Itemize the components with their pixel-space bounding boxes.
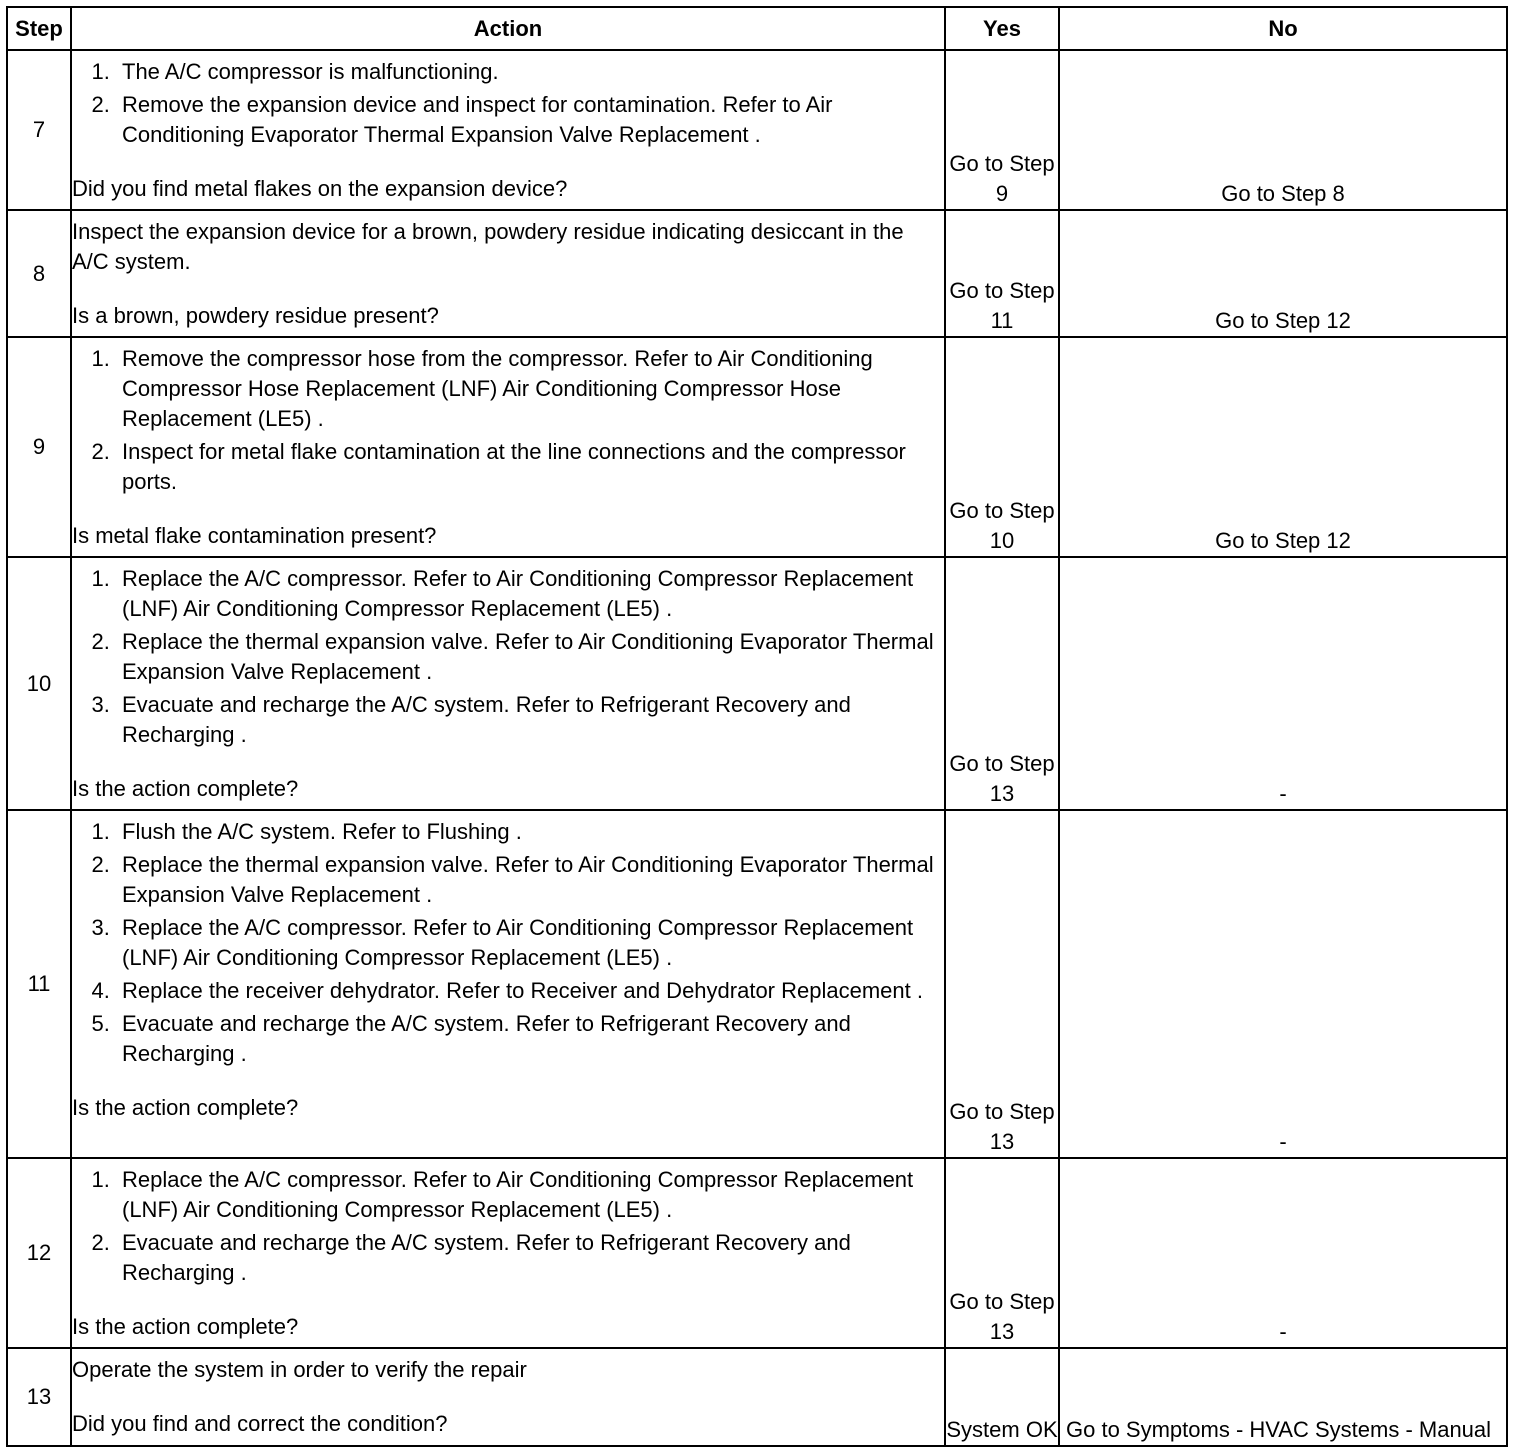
table-row [7, 50, 1507, 210]
no-cell [1059, 1158, 1507, 1348]
yes-cell [945, 1158, 1059, 1348]
question-text: Is the action complete? [72, 1095, 299, 1120]
step-number: 12 [7, 1158, 71, 1348]
diagnostic-table [6, 6, 1508, 1447]
action-cell [71, 210, 945, 337]
action-cell [71, 50, 945, 210]
list-item: 1. Remove the compressor hose from the compressor. Refer to Air Conditioning Compressor Hose Replacement (LNF) Air Conditioning Compressor Hose Replacement (LE5) . [116, 344, 944, 434]
action-list [72, 344, 944, 497]
header-step: Step [7, 7, 71, 50]
no-link[interactable]: Go to Step 12 [1215, 308, 1351, 333]
no-link[interactable]: Go to Symptoms - HVAC Systems - Manual [1066, 1417, 1492, 1442]
action-cell [71, 557, 945, 810]
no-cell [1059, 557, 1507, 810]
action-cell [71, 810, 945, 1158]
header-action: Action [71, 7, 945, 50]
action-cell [71, 1158, 945, 1348]
action-list [72, 1165, 944, 1288]
list-item: 5. Evacuate and recharge the A/C system. Refer to Refrigerant Recovery and Recharging . [116, 1009, 944, 1069]
question-text: Is the action complete? [72, 1314, 299, 1339]
action-list [72, 564, 944, 750]
no-cell [1059, 50, 1507, 210]
table-row [7, 1348, 1507, 1446]
yes-link[interactable]: Go to Step 11 [949, 278, 1055, 333]
step-number: 11 [7, 810, 71, 1158]
step-number: 8 [7, 210, 71, 337]
list-item: 4. Replace the receiver dehydrator. Refer to Receiver and Dehydrator Replacement . [116, 976, 944, 1006]
yes-link[interactable]: Go to Step 13 [949, 1099, 1055, 1154]
yes-cell [945, 810, 1059, 1158]
list-item: 2. Evacuate and recharge the A/C system. Refer to Refrigerant Recovery and Recharging . [116, 1228, 944, 1288]
no-cell [1059, 337, 1507, 557]
list-item: 1. The A/C compressor is malfunctioning. [116, 57, 944, 87]
list-item: 3. Replace the A/C compressor. Refer to Air Conditioning Compressor Replacement (LNF) Air Conditioning Compressor Replacement (LE5) . [116, 913, 944, 973]
yes-value: System OK [946, 1417, 1058, 1442]
list-item: 3. Evacuate and recharge the A/C system. Refer to Refrigerant Recovery and Recharging . [116, 690, 944, 750]
no-cell [1059, 210, 1507, 337]
yes-cell [945, 1348, 1059, 1446]
table-row [7, 810, 1507, 1158]
no-cell [1059, 1348, 1507, 1446]
no-value: - [1279, 781, 1287, 806]
header-no: No [1059, 7, 1507, 50]
yes-cell [945, 210, 1059, 337]
action-cell [71, 337, 945, 557]
yes-link[interactable]: Go to Step 9 [949, 151, 1055, 206]
action-cell [71, 1348, 945, 1446]
no-cell [1059, 810, 1507, 1158]
no-link[interactable]: Go to Step 12 [1215, 528, 1351, 553]
list-item: 2. Inspect for metal flake contamination at the line connections and the compressor ports. [116, 437, 944, 497]
no-link[interactable]: Go to Step 8 [1221, 181, 1345, 206]
step-number: 10 [7, 557, 71, 810]
action-text: Operate the system in order to verify the repair [72, 1357, 527, 1382]
header-row [7, 7, 1507, 50]
action-list [72, 57, 944, 150]
step-number: 7 [7, 50, 71, 210]
question-text: Is the action complete? [72, 776, 299, 801]
yes-cell [945, 557, 1059, 810]
question-text: Is a brown, powdery residue present? [72, 303, 439, 328]
header-yes: Yes [945, 7, 1059, 50]
action-text: Inspect the expansion device for a brown, powdery residue indicating desiccant in the A/C system. [72, 219, 904, 274]
list-item: 1. Flush the A/C system. Refer to Flushing . [116, 817, 944, 847]
yes-cell [945, 50, 1059, 210]
list-item: 1. Replace the A/C compressor. Refer to Air Conditioning Compressor Replacement (LNF) Air Conditioning Compressor Replacement (LE5) . [116, 564, 944, 624]
no-value: - [1279, 1319, 1287, 1344]
step-number: 9 [7, 337, 71, 557]
question-text: Did you find metal flakes on the expansion device? [72, 176, 568, 201]
list-item: 1. Replace the A/C compressor. Refer to Air Conditioning Compressor Replacement (LNF) Air Conditioning Compressor Replacement (LE5) . [116, 1165, 944, 1225]
no-value: - [1279, 1129, 1287, 1154]
yes-cell [945, 337, 1059, 557]
list-item: 2. Replace the thermal expansion valve. Refer to Air Conditioning Evaporator Thermal Expansion Valve Replacement . [116, 627, 944, 687]
action-list [72, 817, 944, 1069]
yes-link[interactable]: Go to Step 10 [949, 498, 1055, 553]
step-number: 13 [7, 1348, 71, 1446]
table-row [7, 557, 1507, 810]
yes-link[interactable]: Go to Step 13 [949, 751, 1055, 806]
list-item: 2. Replace the thermal expansion valve. Refer to Air Conditioning Evaporator Thermal Expansion Valve Replacement . [116, 850, 944, 910]
question-text: Is metal flake contamination present? [72, 523, 437, 548]
yes-link[interactable]: Go to Step 13 [949, 1289, 1055, 1344]
table-row [7, 337, 1507, 557]
list-item: 2. Remove the expansion device and inspect for contamination. Refer to Air Conditioning Evaporator Thermal Expansion Valve Replacement . [116, 90, 944, 150]
table-row [7, 210, 1507, 337]
question-text: Did you find and correct the condition? [72, 1411, 448, 1436]
table-row [7, 1158, 1507, 1348]
